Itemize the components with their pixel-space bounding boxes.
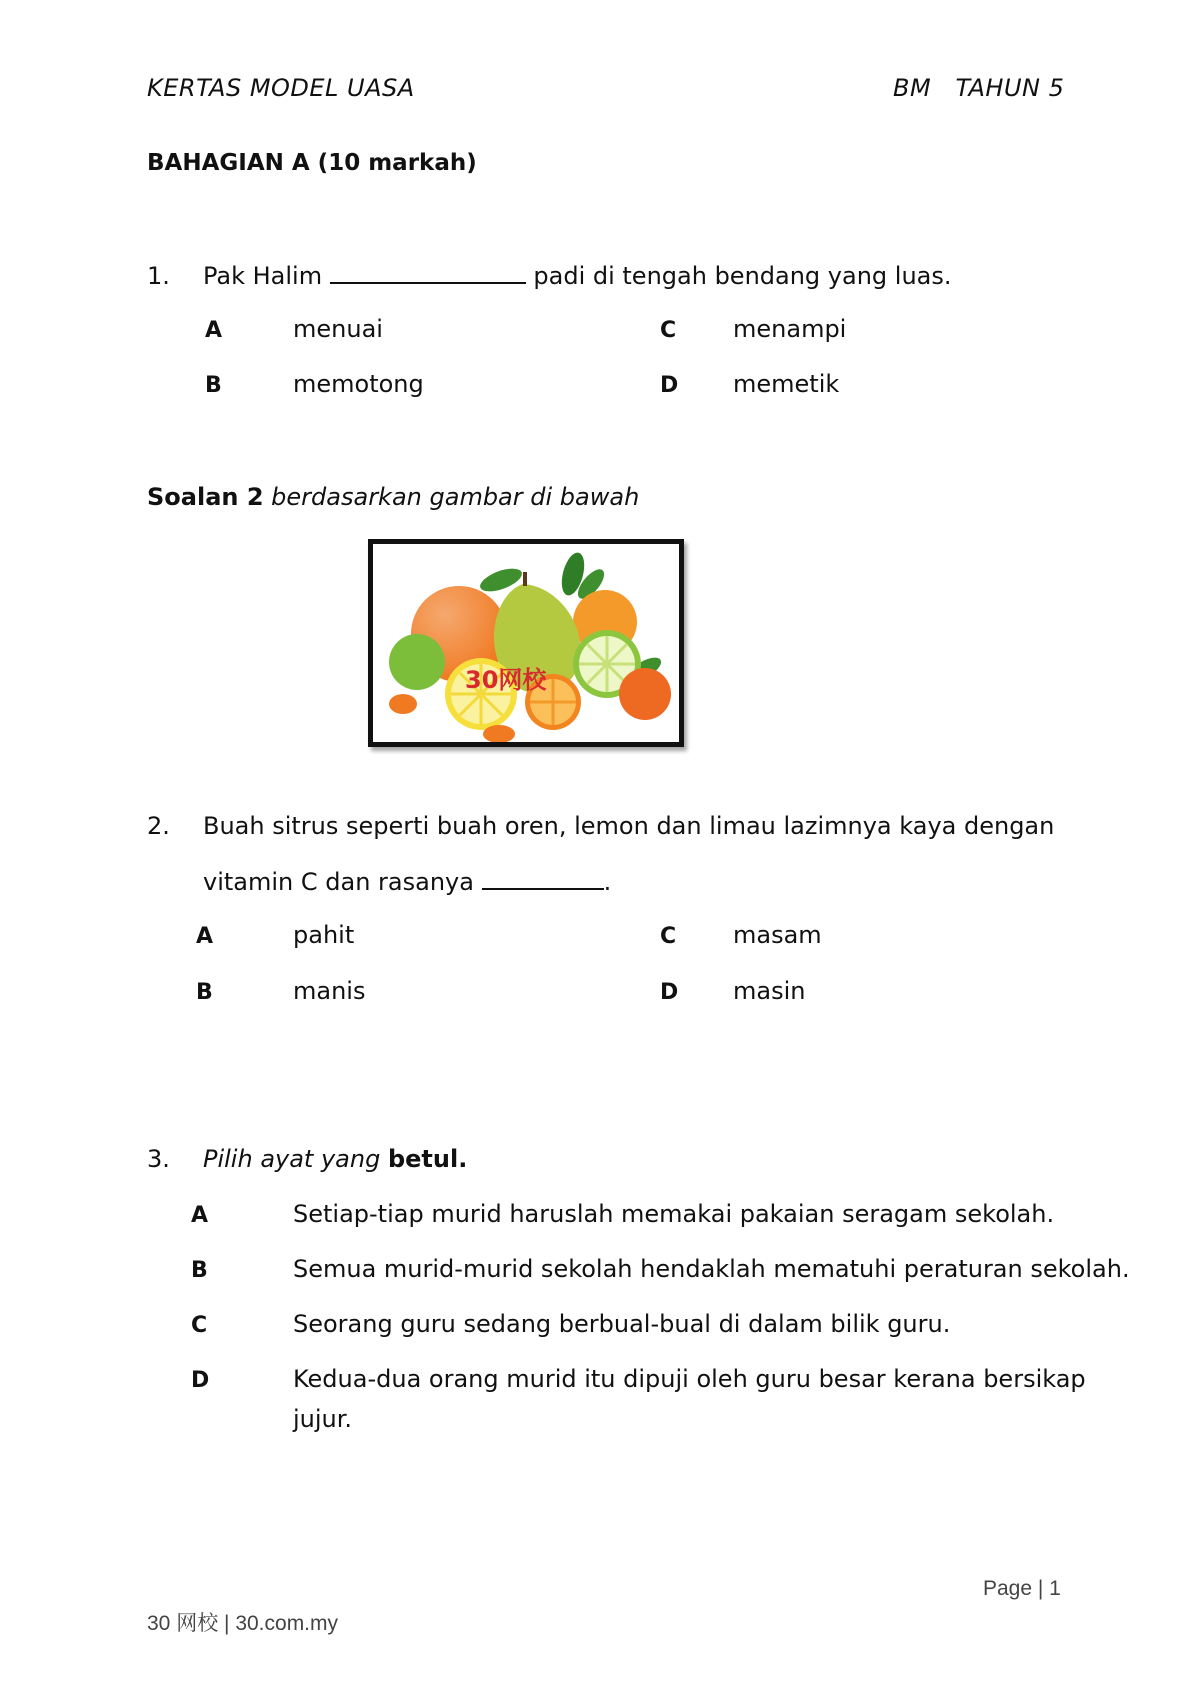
q2-option-b-letter: B bbox=[196, 980, 213, 1005]
q3-option-a-text: Setiap-tiap murid haruslah memakai pakaian seragam sekolah. bbox=[293, 1200, 1055, 1228]
q2-option-a-letter: A bbox=[196, 924, 214, 949]
q2-option-c-letter: C bbox=[660, 924, 677, 949]
q3-prompt-italic: Pilih ayat yang bbox=[203, 1145, 381, 1173]
q2-option-c-text: masam bbox=[733, 921, 822, 949]
image-watermark: 30网校 bbox=[465, 666, 547, 694]
q1-option-a-text: menuai bbox=[293, 315, 383, 343]
q3-number: 3. bbox=[147, 1145, 170, 1173]
q3-option-c-letter: C bbox=[191, 1313, 208, 1338]
q2-option-a-text: pahit bbox=[293, 921, 355, 949]
q2-option-d-text: masin bbox=[733, 977, 806, 1005]
q3-prompt-bold: betul. bbox=[387, 1145, 468, 1173]
q3-option-a-letter: A bbox=[191, 1203, 209, 1228]
section-title: BAHAGIAN A (10 markah) bbox=[147, 150, 477, 176]
q2-text-after: . bbox=[603, 868, 612, 896]
q2-intro bbox=[147, 483, 639, 511]
q2-intro-italic: berdasarkan gambar di bawah bbox=[271, 483, 640, 511]
q1-blank bbox=[330, 262, 526, 284]
footer-site: 30 网校 | 30.com.my bbox=[147, 1612, 339, 1635]
q3-option-d-text: Kedua-dua orang murid itu dipuji oleh guru besar kerana bersikap bbox=[293, 1365, 1086, 1393]
q1-option-b-text: memotong bbox=[293, 370, 424, 398]
q3-prompt bbox=[203, 1145, 467, 1173]
citrus-fruits-drawing bbox=[373, 544, 679, 742]
q1-option-d-letter: D bbox=[660, 373, 679, 398]
q1-option-a-letter: A bbox=[205, 318, 223, 343]
q2-stem-line2 bbox=[203, 868, 611, 896]
q1-text-before: Pak Halim bbox=[203, 262, 323, 290]
q2-text-before: vitamin C dan rasanya bbox=[203, 868, 474, 896]
q2-intro-bold: Soalan 2 bbox=[147, 483, 264, 511]
q3-option-b-text: Semua murid-murid sekolah hendaklah mematuhi peraturan sekolah. bbox=[293, 1255, 1130, 1283]
citrus-fruits-image bbox=[368, 539, 684, 747]
q2-option-d-letter: D bbox=[660, 980, 679, 1005]
q2-option-b-text: manis bbox=[293, 977, 366, 1005]
q1-option-d-text: memetik bbox=[733, 370, 840, 398]
q3-option-d-text-cont: jujur. bbox=[293, 1405, 353, 1433]
q1-option-c-letter: C bbox=[660, 318, 677, 343]
q1-number: 1. bbox=[147, 262, 170, 290]
q1-option-b-letter: B bbox=[205, 373, 222, 398]
header-title: KERTAS MODEL UASA bbox=[147, 74, 415, 102]
q1-stem bbox=[203, 262, 952, 290]
q3-option-d-letter: D bbox=[191, 1368, 210, 1393]
q1-text-after: padi di tengah bendang yang luas. bbox=[533, 262, 952, 290]
q2-stem-line1: Buah sitrus seperti buah oren, lemon dan limau lazimnya kaya dengan bbox=[203, 812, 1055, 840]
q2-number: 2. bbox=[147, 812, 170, 840]
q3-option-c-text: Seorang guru sedang berbual-bual di dalam bilik guru. bbox=[293, 1310, 951, 1338]
page-number: Page | 1 bbox=[983, 1577, 1061, 1600]
q2-blank bbox=[482, 868, 604, 890]
q1-option-c-text: menampi bbox=[733, 315, 847, 343]
header-subject-year: BM TAHUN 5 bbox=[893, 74, 1065, 102]
q3-option-b-letter: B bbox=[191, 1258, 208, 1283]
